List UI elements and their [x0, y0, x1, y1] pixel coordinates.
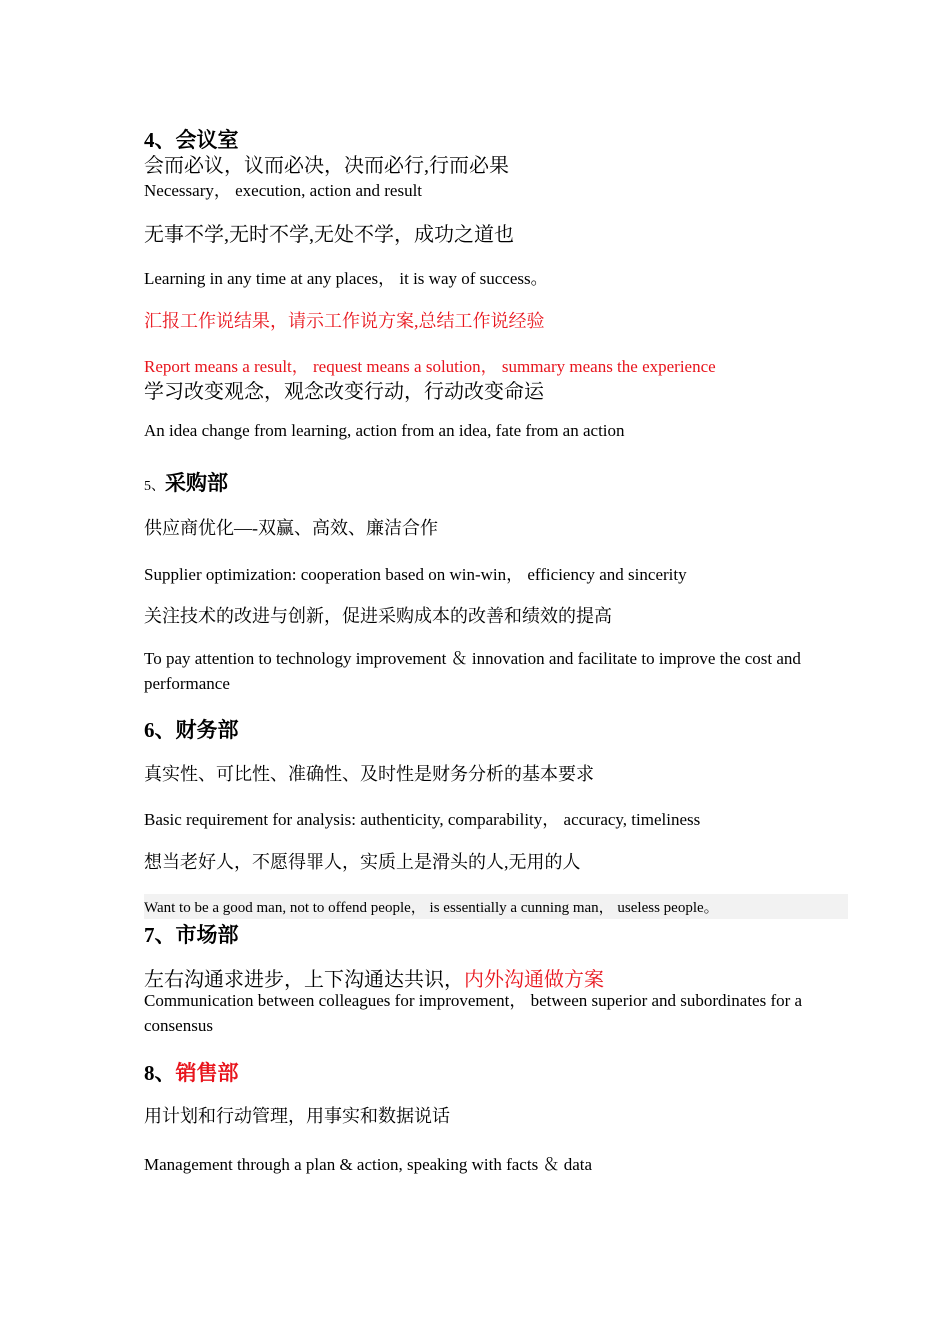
section-6-heading: 6、财务部	[144, 718, 239, 742]
section-5-supplier-en: Supplier optimization: cooperation based on win-win， efficiency and sincerity	[144, 565, 687, 584]
section-8-number: 8、	[144, 1061, 176, 1085]
section-4-report-en: Report means a result， request means a solution， summary means the experience	[144, 357, 716, 376]
section-4-learning-cn: 无事不学,无时不学,无处不学，成功之道也	[144, 224, 514, 246]
section-8-heading	[144, 1057, 239, 1087]
section-4-learning-en: Learning in any time at any places， it is way of success。	[144, 269, 548, 288]
section-4-motto-en: Necessary， execution, action and result	[144, 181, 423, 200]
section-5-tech-cn: 关注技术的改进与创新，促进采购成本的改善和绩效的提高	[144, 606, 612, 626]
section-6-requirement-en: Basic requirement for analysis: authenticity, comparability， accuracy, timeliness	[144, 810, 701, 829]
section-6-goodman-en: Want to be a good man, not to offend people， is essentially a cunning man， useless people。	[144, 894, 848, 919]
section-4-report-cn: 汇报工作说结果，请示工作说方案,总结工作说经验	[144, 311, 545, 331]
section-8-plan-cn: 用计划和行动管理，用事实和数据说话	[144, 1106, 450, 1126]
section-4-heading: 4、会议室	[144, 128, 239, 152]
section-6-goodman-cn: 想当老好人，不愿得罪人，实质上是滑头的人,无用的人	[144, 852, 581, 872]
section-5-number: 5、	[144, 479, 165, 494]
section-8-title: 销售部	[175, 1061, 239, 1085]
section-7-communication-cn-part1: 左右沟通求进步，上下沟通达共识，	[144, 969, 464, 991]
section-5-supplier-cn: 供应商优化—-双赢、高效、廉洁合作	[144, 518, 438, 538]
section-6-requirement-cn: 真实性、可比性、准确性、及时性是财务分析的基本要求	[144, 764, 594, 784]
section-4-motto-cn: 会而必议，议而必决，决而必行,行而必果	[144, 155, 509, 177]
section-5-heading	[144, 467, 228, 497]
section-5-title: 采购部	[165, 471, 228, 495]
section-7-communication-cn-part2: 内外沟通做方案	[464, 969, 604, 991]
section-4-change-cn: 学习改变观念，观念改变行动，行动改变命运	[144, 381, 544, 403]
section-7-communication-en: Communication between colleagues for improvement， between superior and subordinates for a consensus	[144, 991, 803, 1035]
section-5-tech-en: To pay attention to technology improvement ＆ innovation and facilitate to improve the cost and performance	[144, 649, 801, 693]
section-8-plan-en: Management through a plan & action, speaking with facts ＆ data	[144, 1155, 593, 1174]
section-7-heading: 7、市场部	[144, 923, 239, 947]
section-4-change-en: An idea change from learning, action from an idea, fate from an action	[144, 421, 625, 440]
